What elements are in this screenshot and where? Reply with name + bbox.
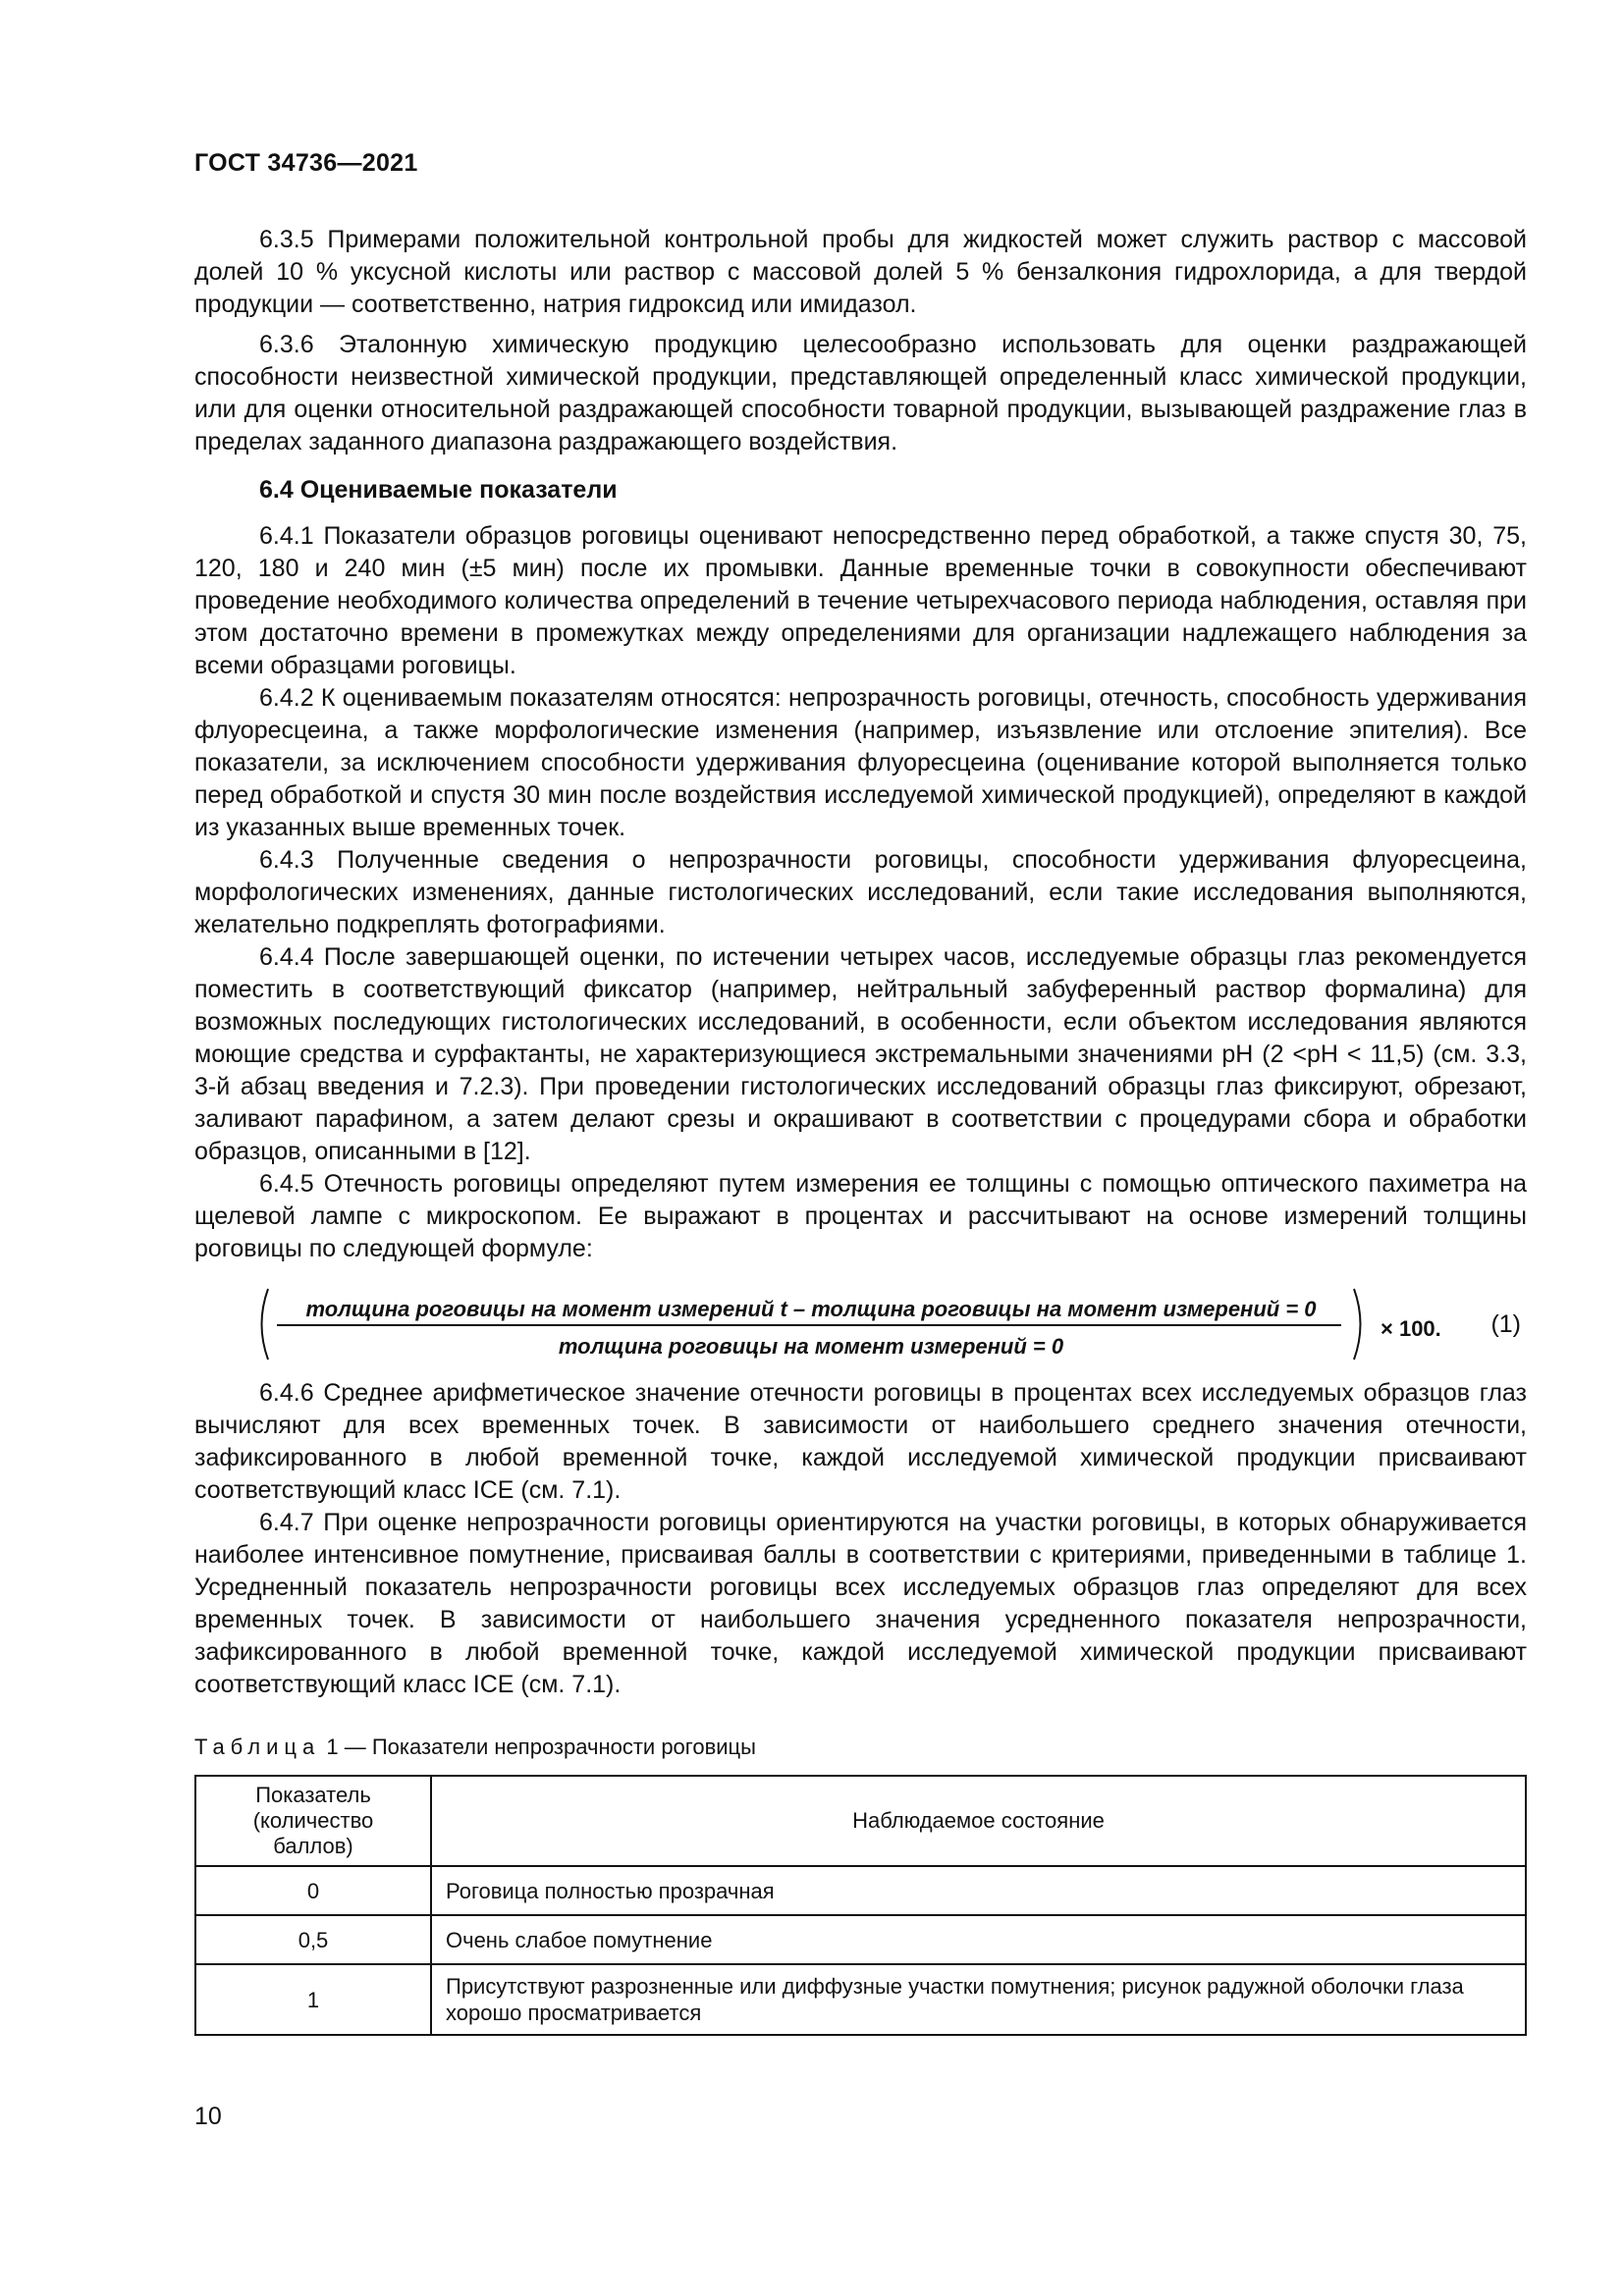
opacity-table [194, 1775, 1527, 2036]
left-paren-icon [253, 1287, 271, 1362]
page-number: 10 [194, 2103, 222, 2130]
paragraph-6-4-2: 6.4.2 К оцениваемым показателям относятся: непрозрачность роговицы, отечность, способность удерживания флуоресцеина, а также морфологические изменения (например, изъязвление или отслоение эпителия). Все показатели, за исключением способности удерживания флуоресцеина (оценивание которой выполняется только перед обработкой и спустя 30 мин после воздействия исследуемой химической продукцией), определяют в каждой из указанных выше временных точек. [194, 684, 1527, 841]
formula-trailing-dot: . [1435, 1316, 1441, 1341]
score-cell: 0,5 [195, 1915, 431, 1964]
paragraph-6-4-5: 6.4.5 Отечность роговицы определяют путем измерения ее толщины с помощью оптического пахиметра на щелевой лампе с микроскопом. Ее выражают в процентах и рассчитывают на основе измерений толщины роговицы по следующей формуле: [194, 1170, 1527, 1262]
paragraph-6-4-6: 6.4.6 Среднее арифметическое значение отечности роговицы в процентах всех исследуемых образцов глаз вычисляют для всех временных точек. В зависимости от наибольшего среднего значения отечности, зафиксированного в любой временной точке, каждой исследуемой химической продукции присваивают соответствующий класс ICE (см. 7.1). [194, 1379, 1527, 1504]
table-header-row [195, 1776, 1526, 1866]
page-content [194, 224, 1527, 2036]
paragraph-6-3-6: 6.3.6 Эталонную химическую продукцию целесообразно использовать для оценки раздражающей способности неизвестной химической продукции, представляющей определенный класс химической продукции, или для оценки относительной раздражающей способности товарной продукции, вызывающей раздражение глаз в пределах заданного диапазона раздражающего воздействия. [194, 331, 1527, 455]
table-row [195, 1915, 1526, 1964]
header-score: Показатель (количество баллов) [195, 1776, 431, 1866]
right-paren-icon [1351, 1287, 1369, 1362]
paragraph-6-4-4: 6.4.4 После завершающей оценки, по истечении четырех часов, исследуемые образцы глаз рекомендуется поместить в соответствующий фиксатор (например, нейтральный забуференный раствор формалина) для возможных последующих гистологических исследований, в особенности, если объектом исследования являются моющие средства и сурфактанты, не характеризующиеся экстремальными значениями pH (2 <pH < 11,5) (см. 3.3, 3-й абзац введения и 7.2.3). При проведении гистологических исследований образцы глаз фиксируют, обрезают, заливают парафином, а затем делают срезы и окрашивают в соответствии с процедурами сбора и обработки образцов, описанными в [12]. [194, 943, 1527, 1165]
equation-number: (1) [1490, 1310, 1521, 1338]
fraction-bar [277, 1324, 1341, 1326]
score-cell: 0 [195, 1866, 431, 1915]
paragraph-6-4-7: 6.4.7 При оценке непрозрачности роговицы ориентируются на участки роговицы, в которых обнаруживается наиболее интенсивное помутнение, присваивая баллы в соответствии с критериями, приведенными в таблице 1. Усредненный показатель непрозрачности роговицы всех исследуемых образцов глаз определяют для всех временных точек. В зависимости от наибольшего значения усредненного показателя непрозрачности, зафиксированного в любой временной точке, каждой исследуемой химической продукции присваивают соответствующий класс ICE (см. 7.1). [194, 1509, 1527, 1698]
formula-numerator: толщина роговицы на момент измерений t – толщина роговицы на момент измерений = 0 [305, 1297, 1317, 1321]
state-cell: Роговица полностью прозрачная [431, 1866, 1526, 1915]
formula-fraction [253, 1287, 1369, 1363]
state-cell: Присутствуют разрозненные или диффузные участки помутнения; рисунок радужной оболочки глаза хорошо просматривается [431, 1964, 1526, 2035]
paragraph-6-4-1: 6.4.1 Показатели образцов роговицы оценивают непосредственно перед обработкой, а также спустя 30, 75, 120, 180 и 240 мин (±5 мин) после их промывки. Данные временные точки в совокупности обеспечивают проведение необходимого количества определений в течение четырехчасового периода наблюдения, оставляя при этом достаточно времени в промежутках между определениями для организации надлежащего наблюдения за всеми образцами роговицы. [194, 522, 1527, 679]
multiplier-value: × 100 [1380, 1316, 1435, 1341]
table-caption-word: Таблица [194, 1735, 321, 1759]
paragraph-6-4-3: 6.4.3 Полученные сведения о непрозрачности роговицы, способности удерживания флуоресцеина, морфологических изменениях, данные гистологических исследований, если такие исследования выполняются, желательно подкреплять фотографиями. [194, 846, 1527, 938]
formula-multiplier [1380, 1312, 1441, 1345]
table-caption [194, 1731, 1527, 1763]
document-code: ГОСТ 34736—2021 [194, 149, 418, 177]
table-row [195, 1964, 1526, 2035]
state-cell: Очень слабое помутнение [431, 1915, 1526, 1964]
formula-row [194, 1287, 1527, 1363]
paragraph-6-3-5: 6.3.5 Примерами положительной контрольной пробы для жидкостей может служить раствор с массовой долей 10 % уксусной кислоты или раствор с массовой долей 5 % бензалкония гидрохлорида, а для твердой продукции — соответственно, натрия гидроксид или имидазол. [194, 226, 1527, 318]
table-row [195, 1866, 1526, 1915]
score-cell: 1 [195, 1964, 431, 2035]
section-heading: 6.4 Оцениваемые показатели [259, 476, 618, 504]
formula-denominator: толщина роговицы на момент измерений = 0 [558, 1334, 1064, 1359]
header-state: Наблюдаемое состояние [431, 1776, 1526, 1866]
table-caption-title: 1 — Показатели непрозрачности роговицы [326, 1735, 756, 1759]
